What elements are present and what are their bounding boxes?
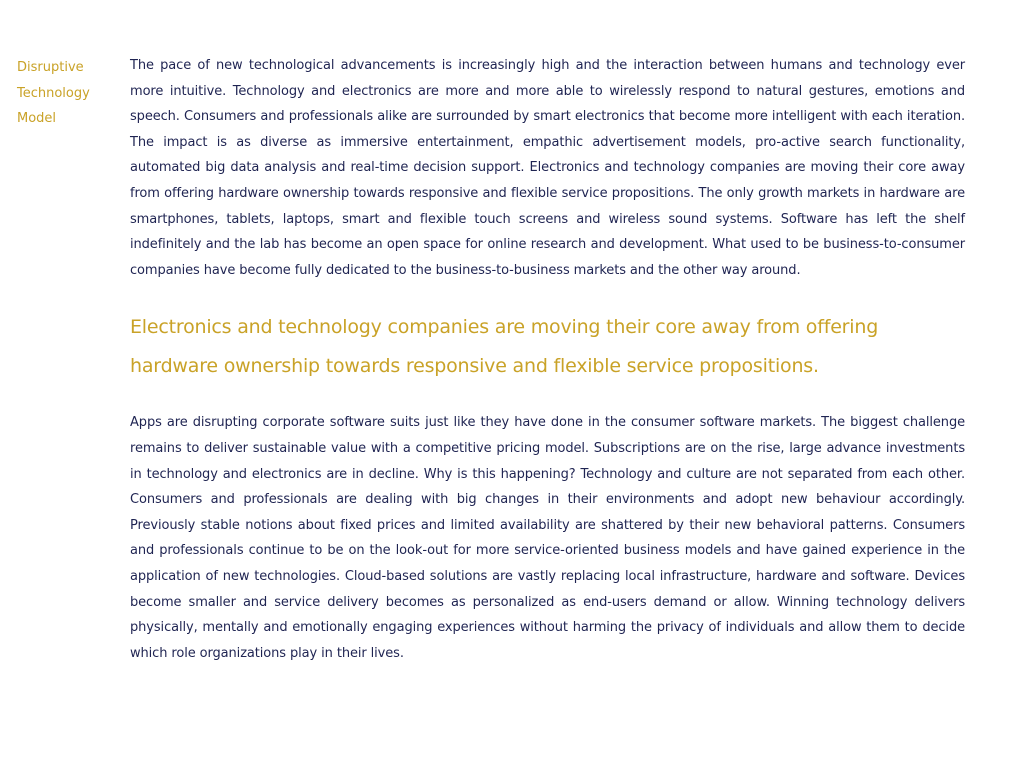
pull-quote: Electronics and technology companies are moving their core away from offering hardware ownership towards responsive and flexible service propositions. [130,316,879,377]
section-label [17,55,117,132]
section-label-line-2: Technology [17,85,90,101]
section-label-line-3: Model [17,111,57,126]
body-paragraph-1: The pace of new technological advancements is increasingly high and the interaction between humans and technology ever more intuitive. Technology and electronics are more and more able to wirelessly respond to natural gestures, emotions and speech. Consumers and professionals alike are surrounded by smart electronics that become more intelligent with each iteration. The impact is as diverse as immersive entertainment, empathic advertisement models, pro-active search functionality, automated big data analysis and real-time decision support. Electronics and technology companies are moving their core away from offering hardware ownership towards responsive and flexible service propositions. The only growth markets in hardware are smartphones, tablets, laptops, smart and flexible touch screens and wireless sound systems. Software has left the shelf indefinitely and the lab has become an open space for online research and development. What used to be business-to-consumer companies have become fully dedicated to the business-to-business markets and the other way around. [130,58,965,278]
body-paragraph-2: Apps are disrupting corporate software suits just like they have done in the consumer software markets. The biggest challenge remains to deliver sustainable value with a competitive pricing model. Subscriptions are on the rise, large advance investments in technology and electronics are in decline. Why is this happening? Technology and culture are not separated from each other. Consumers and professionals are dealing with big changes in their environments and adopt new behaviour accordingly. Previously stable notions about fixed prices and limited availability are shattered by their new behavioral patterns. Consumers and professionals continue to be on the look-out for more service-oriented business models and have gained experience in the application of new technologies. Cloud-based solutions are vastly replacing local infrastructure, hardware and software. Devices become smaller and service delivery becomes as personalized as end-users demand or allow. Winning technology delivers physically, mentally and emotionally engaging experiences without harming the privacy of individuals and allow them to decide which role organizations play in their lives. [130,415,965,661]
section-label-line-1: Disruptive [17,60,84,75]
main-content [130,53,965,666]
